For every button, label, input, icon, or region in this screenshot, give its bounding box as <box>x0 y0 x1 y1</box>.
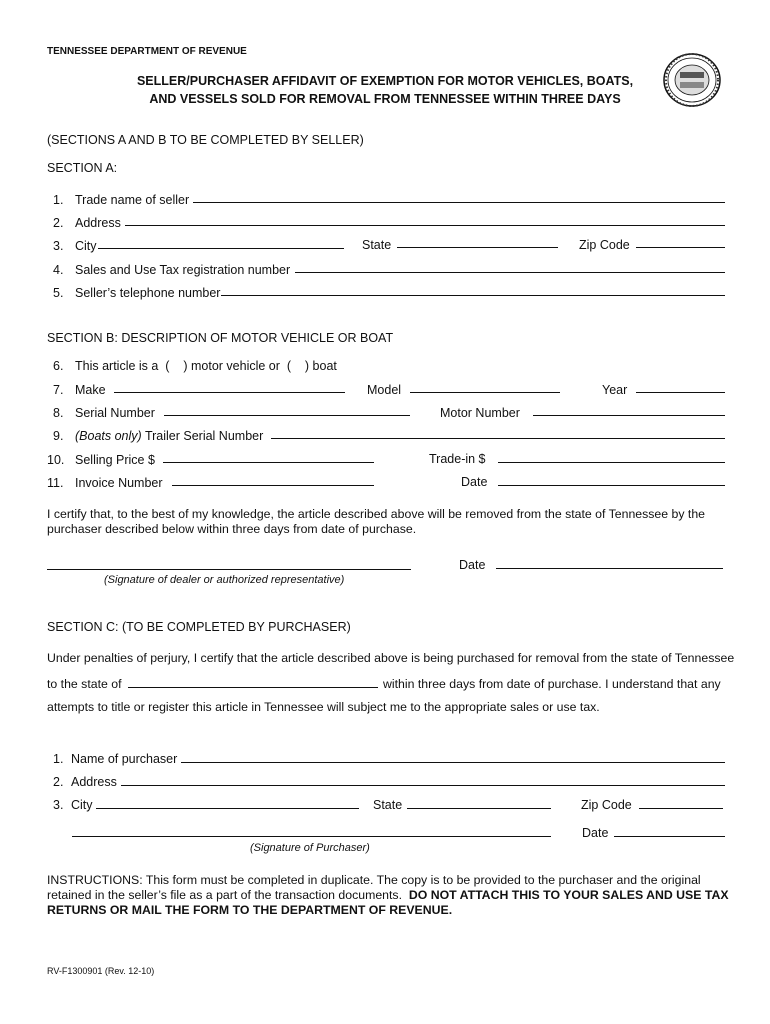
serial-number-field[interactable] <box>164 415 410 416</box>
invoice-number-field[interactable] <box>172 485 374 486</box>
purchaser-state-field[interactable] <box>407 808 551 809</box>
item-number: 4. <box>53 263 64 277</box>
purchaser-zip-field[interactable] <box>639 808 723 809</box>
motor-number-field[interactable] <box>533 415 725 416</box>
intro-note: (SECTIONS A AND B TO BE COMPLETED BY SELLER) <box>47 133 364 147</box>
purchaser-zip-label: Zip Code <box>581 798 632 812</box>
item-number: 11. <box>47 476 64 490</box>
department-name: TENNESSEE DEPARTMENT OF REVENUE <box>47 46 247 57</box>
model-field[interactable] <box>410 392 560 393</box>
article-type-selector[interactable]: This article is a ( ) motor vehicle or ( ) boat <box>75 359 337 373</box>
seller-address-field[interactable] <box>125 225 725 226</box>
year-label: Year <box>602 383 628 397</box>
make-label: Make <box>75 383 106 397</box>
model-label: Model <box>367 383 402 397</box>
perjury-statement-prefix: to the state of <box>47 677 122 691</box>
seller-city-label: City <box>75 239 97 253</box>
section-a-heading: SECTION A: <box>47 161 118 175</box>
seller-zip-label: Zip Code <box>579 238 630 252</box>
seller-date-label: Date <box>459 558 486 572</box>
year-field[interactable] <box>636 392 725 393</box>
purchaser-signature-caption: (Signature of Purchaser) <box>250 842 370 854</box>
form-title-line1: SELLER/PURCHASER AFFIDAVIT OF EXEMPTION FOR MOTOR VEHICLES, BOATS, <box>136 74 634 88</box>
trailer-serial-text: Trailer Serial Number <box>141 429 264 443</box>
seller-state-field[interactable] <box>397 247 558 248</box>
seller-phone-label: Seller’s telephone number <box>75 286 221 300</box>
tax-registration-label: Sales and Use Tax registration number <box>75 263 291 277</box>
instructions-line1: INSTRUCTIONS: This form must be completed in duplicate. The copy is to be provided to the purchaser and the original <box>47 873 701 887</box>
item-number: 8. <box>53 406 64 420</box>
seller-zip-field[interactable] <box>636 247 725 248</box>
serial-number-label: Serial Number <box>75 406 155 420</box>
item-number: 2. <box>53 216 64 230</box>
selling-price-field[interactable] <box>163 462 374 463</box>
item-number: 10. <box>47 453 65 467</box>
item-number: 1. <box>53 752 64 766</box>
invoice-date-label: Date <box>461 475 488 489</box>
perjury-statement-suffix: within three days from date of purchase. I understand that any <box>383 677 721 691</box>
dealer-signature-caption: (Signature of dealer or authorized representative) <box>104 574 345 586</box>
item-number: 3. <box>53 239 64 253</box>
perjury-statement-line1: Under penalties of perjury, I certify that the article described above is being purchased for removal from the state of Tennessee <box>47 651 735 665</box>
purchaser-state-label: State <box>373 798 403 812</box>
seller-address-label: Address <box>75 216 121 230</box>
state-seal-icon <box>662 52 722 108</box>
purchaser-name-field[interactable] <box>181 762 725 763</box>
item-number: 5. <box>53 286 64 300</box>
item-number: 2. <box>53 775 64 789</box>
instructions-warning: DO NOT ATTACH THIS TO YOUR SALES AND USE TAX <box>408 888 729 902</box>
seller-certification-line1: I certify that, to the best of my knowledge, the article described above will be removed from the state of Tennessee by the <box>47 507 706 521</box>
seller-date-field[interactable] <box>496 568 723 569</box>
boats-only-note: (Boats only) <box>75 429 142 443</box>
dealer-signature-field[interactable] <box>47 569 411 570</box>
purchaser-signature-field[interactable] <box>72 836 551 837</box>
trade-name-field[interactable] <box>193 202 725 203</box>
trailer-serial-label <box>75 429 263 443</box>
seller-state-label: State <box>362 238 392 252</box>
purchaser-name-label: Name of purchaser <box>71 752 178 766</box>
instructions-line2-text: retained in the seller’s file as a part of the transaction documents. <box>47 888 409 902</box>
section-c-heading: SECTION C: (TO BE COMPLETED BY PURCHASER) <box>47 620 351 634</box>
purchaser-date-label: Date <box>582 826 609 840</box>
section-b-heading: SECTION B: DESCRIPTION OF MOTOR VEHICLE OR BOAT <box>47 331 394 345</box>
purchaser-date-field[interactable] <box>614 836 725 837</box>
purchaser-city-field[interactable] <box>96 808 359 809</box>
item-number: 3. <box>53 798 64 812</box>
seller-phone-field[interactable] <box>221 295 725 296</box>
purchaser-address-label: Address <box>71 775 117 789</box>
trade-in-label: Trade-in $ <box>429 452 486 466</box>
trailer-serial-field[interactable] <box>271 438 725 439</box>
item-number: 7. <box>53 383 64 397</box>
invoice-date-field[interactable] <box>498 485 725 486</box>
seller-city-field[interactable] <box>98 248 344 249</box>
item-number: 9. <box>53 429 64 443</box>
purchaser-city-label: City <box>71 798 93 812</box>
purchaser-address-field[interactable] <box>121 785 725 786</box>
item-number: 1. <box>53 193 64 207</box>
instructions-line2 <box>47 888 729 902</box>
selling-price-label: Selling Price $ <box>75 453 155 467</box>
destination-state-field[interactable] <box>128 687 378 688</box>
form-title-line2: AND VESSELS SOLD FOR REMOVAL FROM TENNESSEE WITHIN THREE DAYS <box>149 92 621 106</box>
instructions-line3: RETURNS OR MAIL THE FORM TO THE DEPARTMENT OF REVENUE. <box>47 903 453 917</box>
item-number: 6. <box>53 359 64 373</box>
make-field[interactable] <box>114 392 345 393</box>
tax-registration-field[interactable] <box>295 272 725 273</box>
trade-name-label: Trade name of seller <box>75 193 190 207</box>
motor-number-label: Motor Number <box>440 406 520 420</box>
form-number: RV-F1300901 (Rev. 12-10) <box>47 966 155 976</box>
trade-in-field[interactable] <box>498 462 725 463</box>
perjury-statement-line3: attempts to title or register this article in Tennessee will subject me to the appropriate sales or use tax. <box>47 700 600 714</box>
invoice-number-label: Invoice Number <box>75 476 163 490</box>
seller-certification-line2: purchaser described below within three days from date of purchase. <box>47 522 417 536</box>
